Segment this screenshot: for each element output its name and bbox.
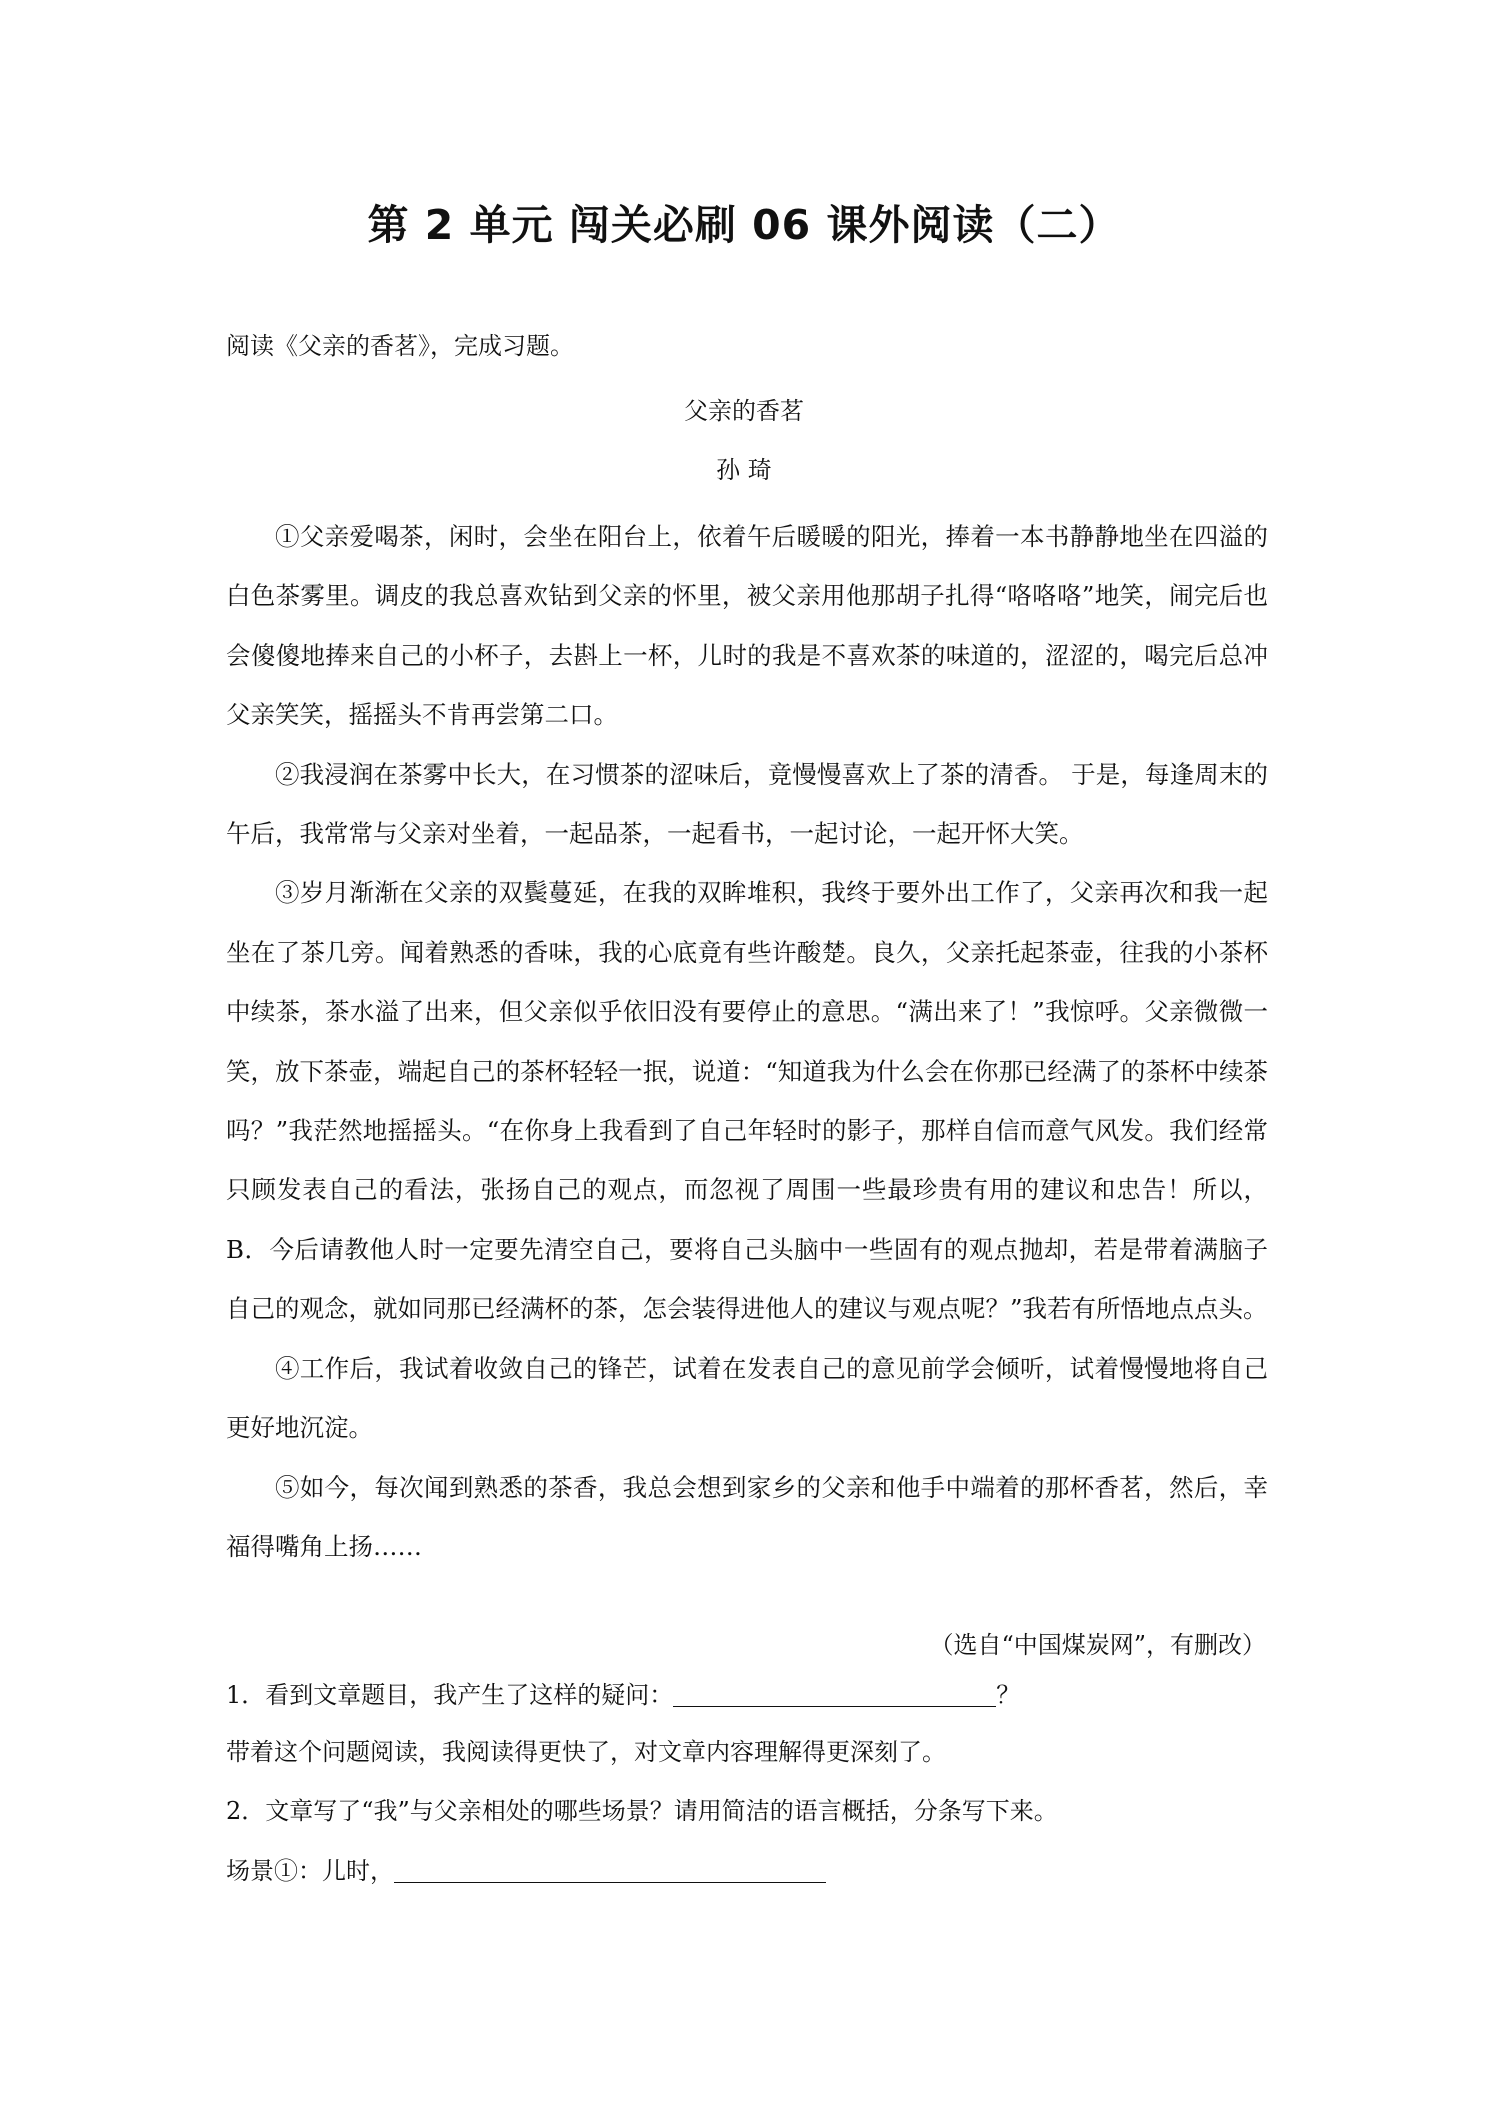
- essay-title: 父亲的香茗: [684, 397, 804, 425]
- scene-1: [226, 1858, 826, 1883]
- question-1: [226, 1682, 1020, 1707]
- essay-author: 孙 琦: [716, 456, 772, 484]
- reading-intro: 阅读《父亲的香茗》，完成习题。: [226, 332, 574, 360]
- question-1-text: 1．看到文章题目，我产生了这样的疑问：: [226, 1681, 674, 1709]
- question-1-answer-blank[interactable]: [673, 1682, 996, 1707]
- question-1-suffix: ？: [996, 1681, 1021, 1709]
- question-2: 2．文章写了“我”与父亲相处的哪些场景？请用简洁的语言概括，分条写下来。: [226, 1797, 1058, 1825]
- paragraph-5: ⑤如今，每次闻到熟悉的茶香，我总会想到家乡的父亲和他手中端着的那杯香茗，然后，幸福得嘴角上扬……: [226, 1472, 1268, 1561]
- scene-1-answer-blank[interactable]: [394, 1858, 826, 1883]
- page-title: 第 2 单元 闯关必刷 06 课外阅读（二）: [367, 201, 1121, 249]
- source-note: （选自“中国煤炭网”，有删改）: [929, 1631, 1266, 1659]
- scene-1-label: 场景①：儿时，: [226, 1857, 394, 1885]
- paragraph-2: ②我浸润在茶雾中长大，在习惯茶的涩味后，竟慢慢喜欢上了茶的清香。 于是，每逢周末的午后，我常常与父亲对坐着，一起品茶，一起看书，一起讨论，一起开怀大笑。: [226, 759, 1268, 849]
- paragraph-4: ④工作后，我试着收敛自己的锋芒，试着在发表自己的意见前学会倾听，试着慢慢地将自己更好地沉淀。: [226, 1353, 1268, 1443]
- question-1-note: 带着这个问题阅读，我阅读得更快了，对文章内容理解得更深刻了。: [226, 1738, 946, 1766]
- paragraph-1: ①父亲爱喝茶，闲时，会坐在阳台上，依着午后暖暖的阳光，捧着一本书静静地坐在四溢的白色茶雾里。调皮的我总喜欢钻到父亲的怀里，被父亲用他那胡子扎得“咯咯咯”地笑，闹完后也会傻傻地捧来自己的小杯子，去斟上一杯，儿时的我是不喜欢茶的味道的，涩涩的，喝完后总冲父亲笑笑，摇摇头不肯再尝第二口。: [226, 522, 1268, 730]
- essay-body: [226, 507, 1268, 1576]
- paragraph-3: ③岁月渐渐在父亲的双鬓蔓延，在我的双眸堆积，我终于要外出工作了，父亲再次和我一起坐在了茶几旁。闻着熟悉的香味，我的心底竟有些许酸楚。良久，父亲托起茶壶，往我的小茶杯中续茶，茶水溢了出来，但父亲似乎依旧没有要停止的意思。“满出来了！”我惊呼。父亲微微一笑，放下茶壶，端起自己的茶杯轻轻一抿，说道：“知道我为什么会在你那已经满了的茶杯中续茶吗？”我茫然地摇摇头。“在你身上我看到了自己年轻时的影子，那样自信而意气风发。我们经常只顾发表自己的看法，张扬自己的观点，而忽视了周围一些最珍贵有用的建议和忠告！所以， B．今后请教他人时一定要先清空自己，要将自己头脑中一些固有的观点抛却，若是带着满脑子自己的观念，就如同那已经满杯的茶，怎会装得进他人的建议与观点呢？”我若有所悟地点点头。: [226, 878, 1268, 1324]
